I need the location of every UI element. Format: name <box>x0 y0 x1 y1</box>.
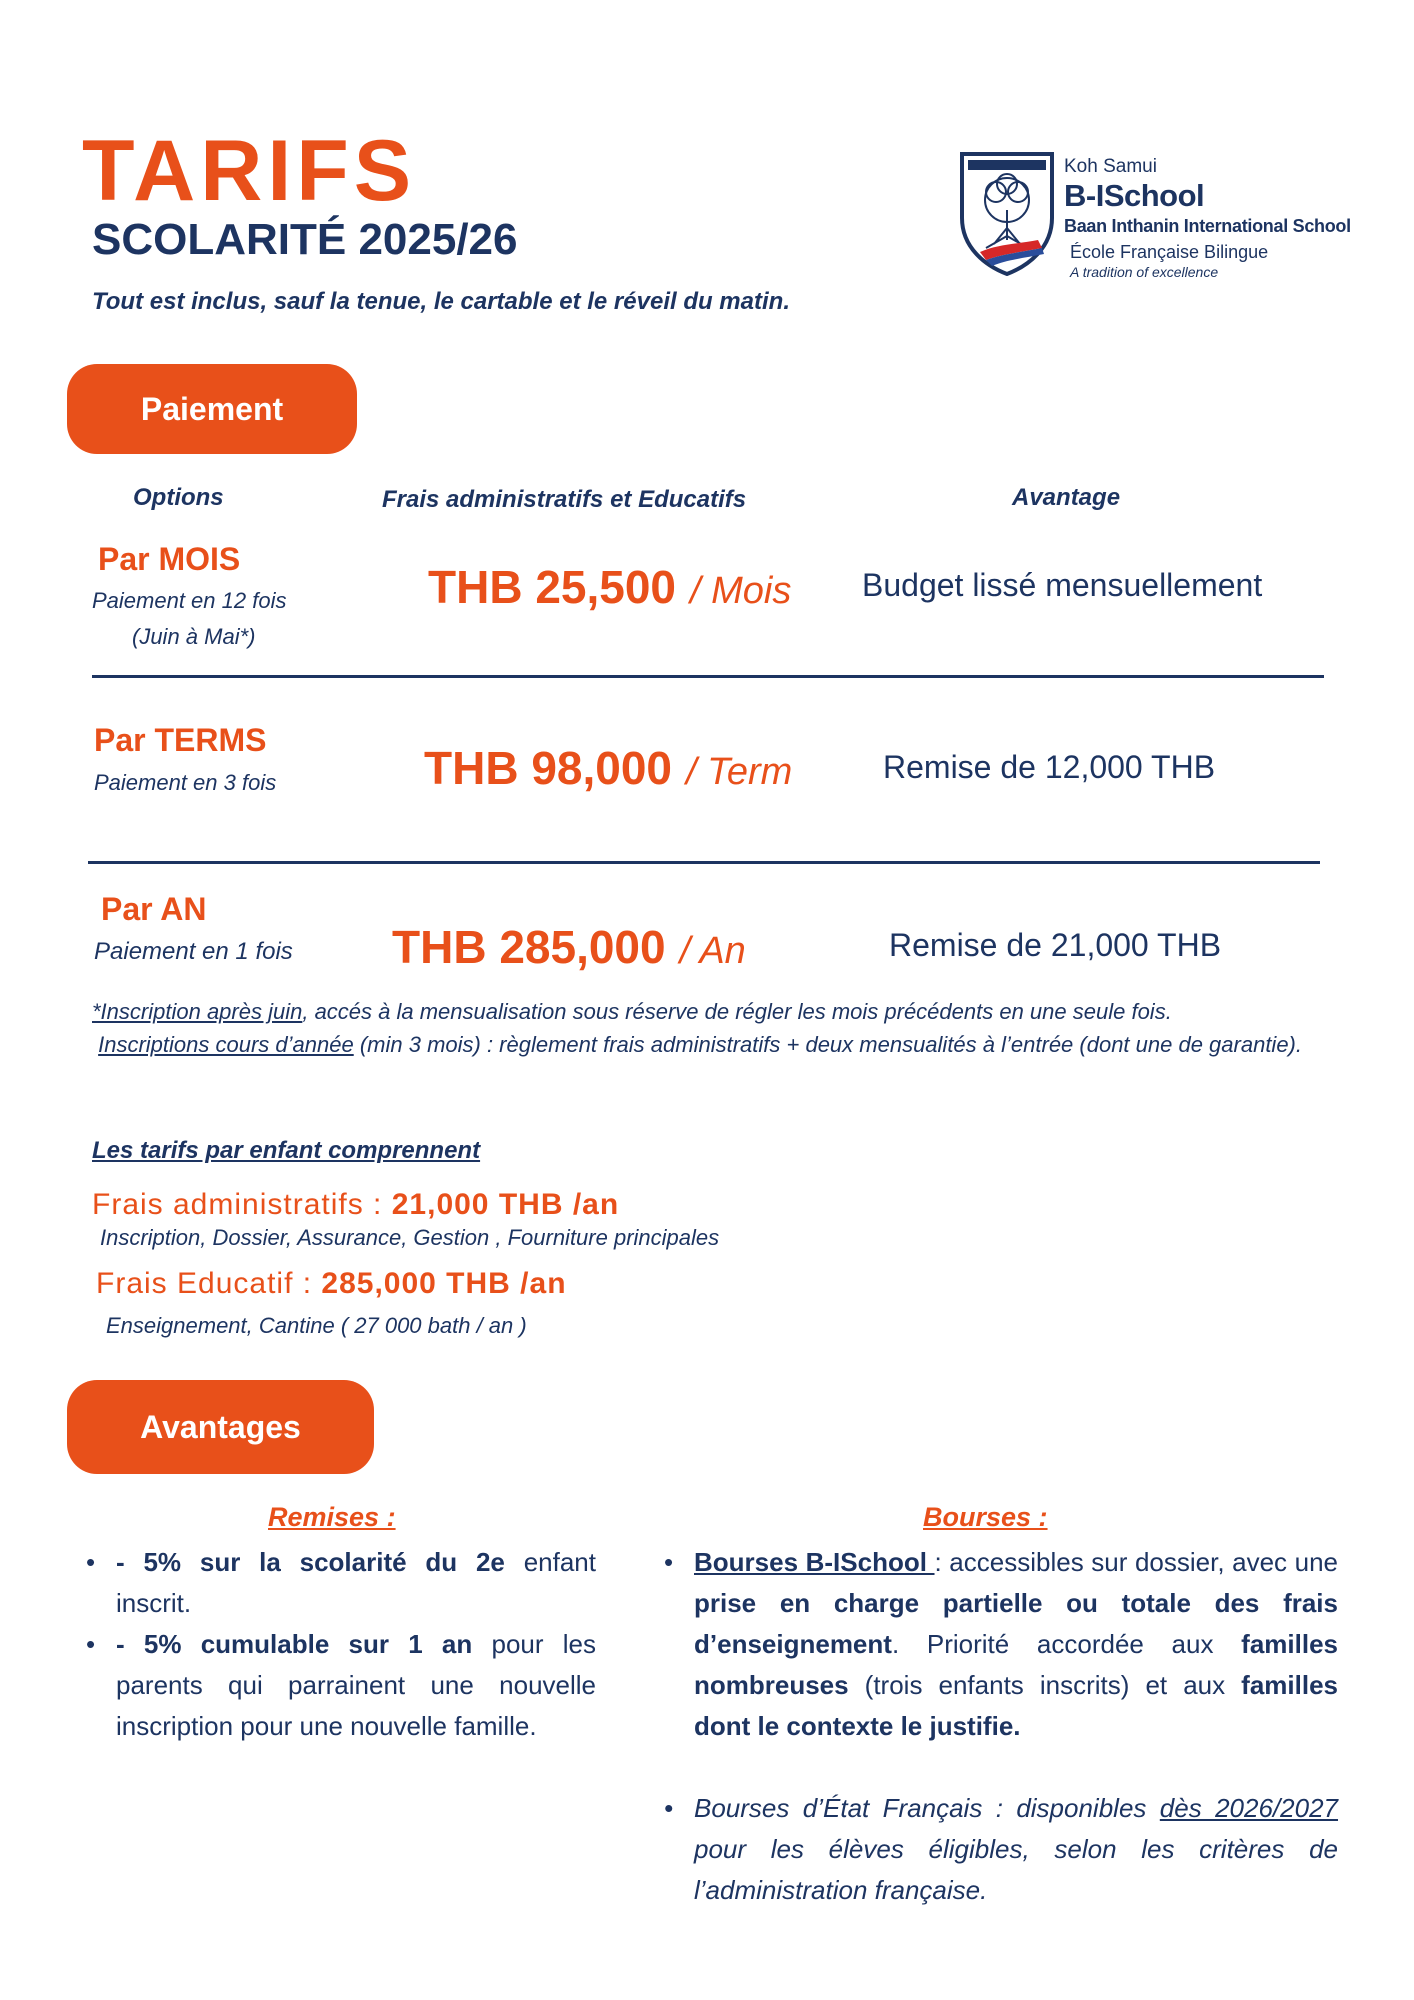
logo-ecole: École Française Bilingue <box>1070 242 1269 262</box>
list-item <box>78 1542 596 1624</box>
row-divider <box>88 861 1320 864</box>
option-mois-sub: Paiement en 12 fois <box>92 588 287 613</box>
page-title: TARIFS <box>82 123 417 219</box>
advantage-terms: Remise de 12,000 THB <box>883 749 1216 785</box>
avantages-section-pill: Avantages <box>67 1380 374 1474</box>
remises-heading: Remises : <box>268 1502 396 1532</box>
page-subtitle: SCOLARITÉ 2025/26 <box>92 215 518 264</box>
footnote-inscription <box>92 995 1352 1061</box>
remise-2-text: pour les parents qui parrainent une nouvelle inscription pour une nouvelle famille. <box>116 1629 596 1741</box>
price-an-unit: / An <box>679 930 746 972</box>
logo-school-name: Baan Inthanin International School <box>1064 216 1351 236</box>
remise-1-bold: - 5% sur la scolarité du 2e <box>116 1547 505 1577</box>
remise-2-bold: - 5% cumulable sur 1 an <box>116 1629 473 1659</box>
option-terms-label: Par TERMS <box>94 722 267 758</box>
fee-edu-value: 285,000 THB /an <box>321 1267 567 1300</box>
bourse-1-text-2: . Priorité accordée aux <box>891 1629 1242 1659</box>
logo-tradition: A tradition of excellence <box>1070 264 1219 280</box>
price-terms <box>424 741 792 795</box>
fee-admin <box>92 1188 619 1222</box>
school-logo <box>958 148 1368 288</box>
option-mois-label: Par MOIS <box>98 541 241 577</box>
price-terms-amount: THB 98,000 <box>424 742 673 794</box>
fee-edu-desc: Enseignement, Cantine ( 27 000 bath / an ) <box>106 1313 527 1338</box>
inclus-heading: Les tarifs par enfant comprennent <box>92 1137 481 1164</box>
fee-admin-label: Frais administratifs : <box>92 1188 392 1221</box>
price-mois-amount: THB 25,500 <box>428 561 677 613</box>
option-mois-sub2: (Juin à Mai*) <box>132 624 256 649</box>
bourse-2-text-2: pour les élèves éligibles, selon les critères de l’administration française. <box>694 1834 1338 1905</box>
footnote-inscription-text: , accés à la mensualisation sous réserve de régler les mois précédents en une seule fois. <box>302 999 1172 1024</box>
column-options: Options <box>133 484 224 511</box>
paiement-section-pill: Paiement <box>67 364 357 454</box>
footnote-cours-text: (min 3 mois) : règlement frais administratifs + deux mensualités à l’entrée (dont une de garantie). <box>353 1032 1302 1057</box>
logo-koh-samui: Koh Samui <box>1064 156 1157 177</box>
bourse-1-text-3: (trois enfants inscrits) et aux <box>848 1670 1242 1700</box>
price-mois <box>428 560 791 614</box>
remises-list <box>78 1542 596 1747</box>
bourses-list <box>656 1542 1338 1911</box>
price-mois-unit: / Mois <box>690 570 792 612</box>
logo-b-ischool: B-ISchool <box>1064 178 1205 213</box>
option-an-label: Par AN <box>101 891 207 927</box>
advantage-an: Remise de 21,000 THB <box>889 927 1222 963</box>
fee-edu <box>96 1267 567 1301</box>
shield-tree-icon <box>958 148 1056 276</box>
list-item <box>656 1788 1338 1911</box>
footnote-cours-link: Inscriptions cours d’année <box>98 1032 354 1057</box>
column-avantage: Avantage <box>1012 484 1121 511</box>
fee-admin-value: 21,000 THB /an <box>391 1188 620 1221</box>
bourse-1-text: : accessibles sur dossier, avec une <box>934 1547 1338 1577</box>
bourse-1-bold-2: familles nombreuses <box>694 1629 1338 1700</box>
column-frais: Frais administratifs et Educatifs <box>382 486 747 513</box>
tagline: Tout est inclus, sauf la tenue, le cartable et le réveil du matin. <box>92 288 790 315</box>
bourse-1-link: Bourses B-ISchool <box>694 1547 935 1577</box>
list-item <box>78 1624 596 1747</box>
list-item <box>656 1542 1338 1747</box>
bourse-1-bold-3: familles dont le contexte le justifie. <box>694 1670 1338 1741</box>
advantage-mois: Budget lissé mensuellement <box>862 567 1263 603</box>
bourse-1-bold: prise en charge partielle ou totale des frais d’enseignement <box>694 1588 1338 1659</box>
fee-edu-label: Frais Educatif : <box>96 1267 322 1300</box>
bourse-2-link: dès 2026/2027 <box>1159 1793 1339 1823</box>
bourses-heading: Bourses : <box>923 1502 1048 1532</box>
price-an-amount: THB 285,000 <box>392 921 666 973</box>
fee-admin-desc: Inscription, Dossier, Assurance, Gestion , Fourniture principales <box>100 1225 720 1250</box>
footnote-inscription-link: *Inscription après juin <box>92 999 303 1024</box>
remise-1-text: enfant inscrit. <box>116 1547 596 1618</box>
price-an <box>392 920 746 974</box>
bourse-2-text: Bourses d’État Français : disponibles <box>694 1793 1160 1823</box>
row-divider <box>92 675 1324 678</box>
option-an-sub: Paiement en 1 fois <box>94 938 293 965</box>
option-terms-sub: Paiement en 3 fois <box>94 770 277 795</box>
price-terms-unit: / Term <box>686 751 793 793</box>
